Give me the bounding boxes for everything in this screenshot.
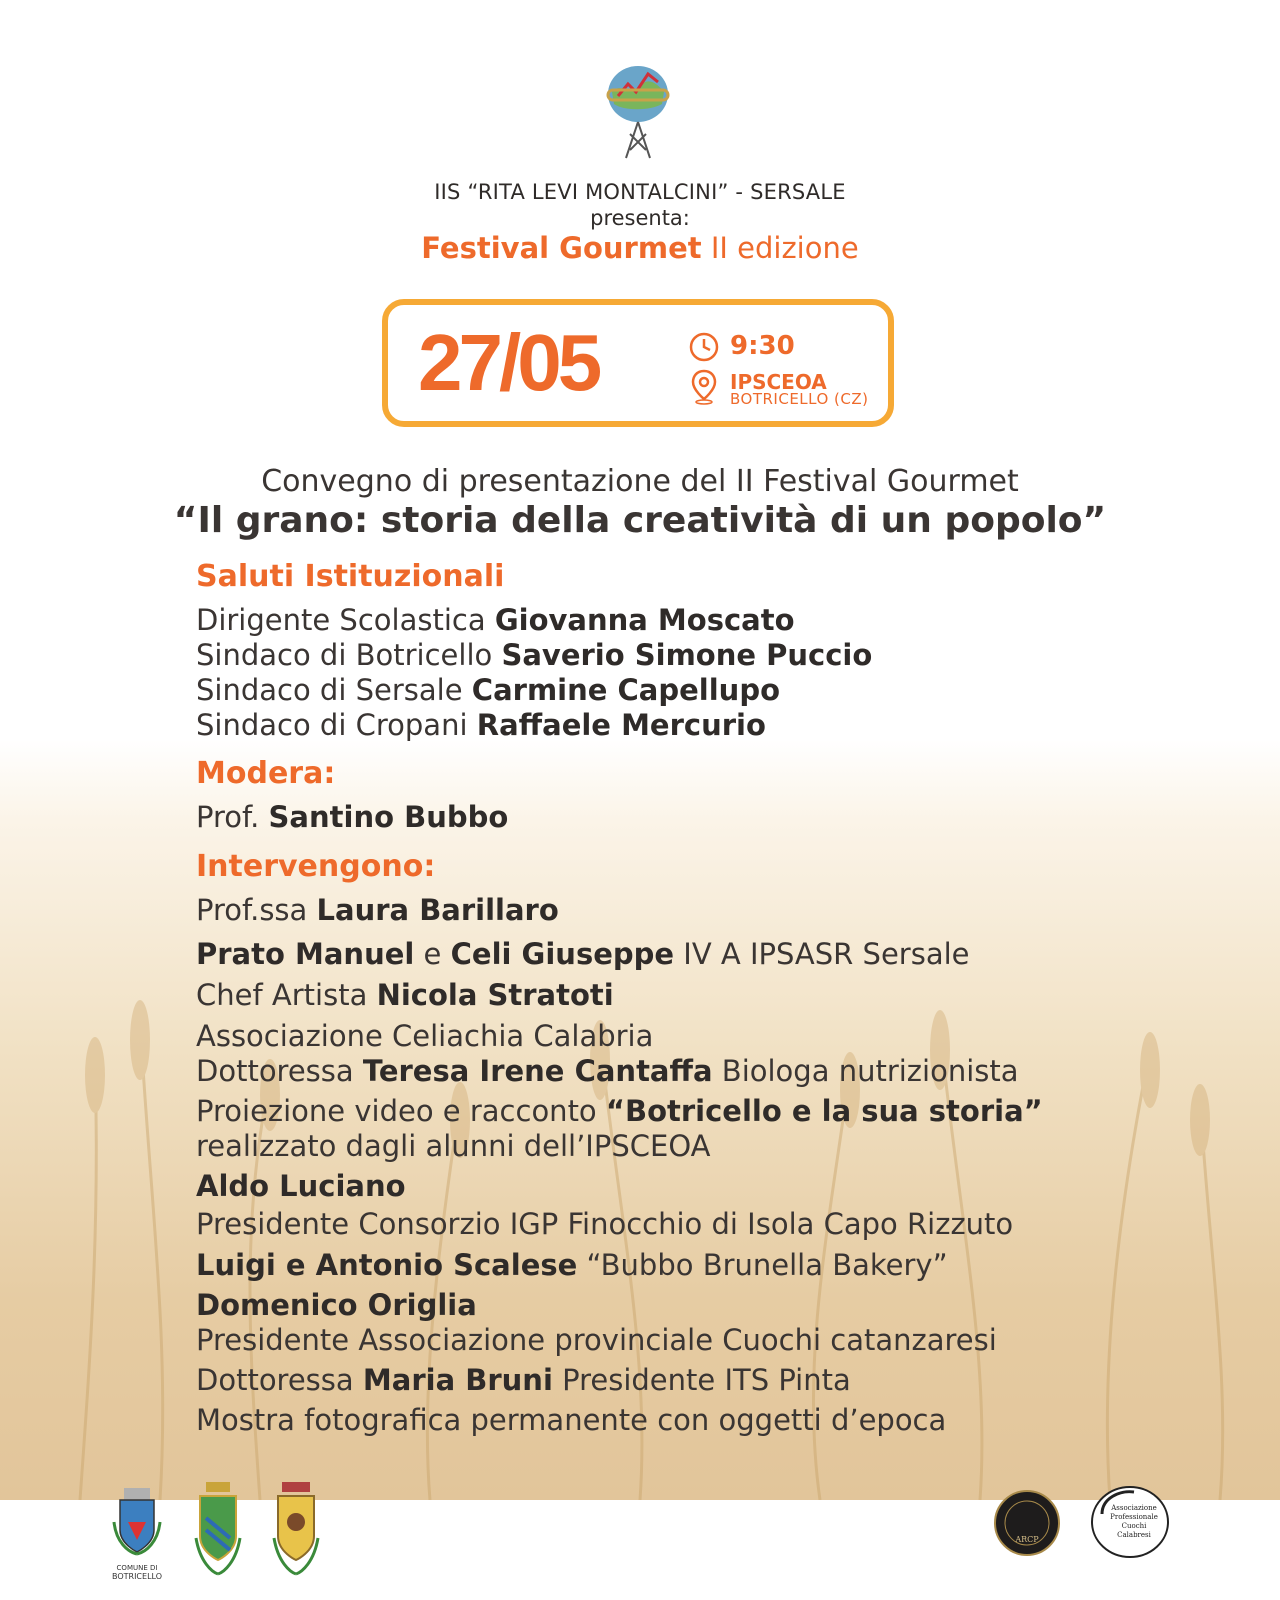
- event-time: 9:30: [730, 331, 795, 361]
- apcc-label-4: Calabresi: [1117, 1531, 1151, 1539]
- modera-title: Modera:: [196, 756, 336, 791]
- speaker-line: [196, 1363, 851, 1397]
- modera-role: Prof.: [196, 800, 269, 834]
- intervengono-title: Intervengono:: [196, 849, 436, 884]
- speaker-role: “Bubbo Brunella Bakery”: [577, 1248, 948, 1282]
- speaker-connector: e: [414, 937, 451, 971]
- apcc-badge-icon: [1090, 1484, 1170, 1560]
- saluti-line: [196, 673, 780, 707]
- convegno-title: “Il grano: storia della creatività di un popolo”: [173, 500, 1107, 541]
- speaker-line: [196, 937, 970, 971]
- apcc-label-3: Cuochi: [1121, 1522, 1147, 1530]
- speaker-line: [196, 893, 559, 927]
- speaker-name: Prato Manuel: [196, 937, 415, 971]
- apcc-label-2: Professionale: [1110, 1513, 1158, 1521]
- school-logo-globe: [596, 62, 680, 162]
- location-pin-icon: [691, 369, 717, 405]
- speaker-name: Laura Barillaro: [316, 893, 559, 927]
- comune-label-1: COMUNE DI: [116, 1564, 158, 1572]
- festival-title: [0, 231, 1280, 265]
- comune-cropani-crest-icon: [272, 1478, 320, 1582]
- program-title: “Botricello e la sua storia”: [605, 1094, 1043, 1128]
- speaker-role-line: Presidente Consorzio IGP Finocchio di Isola Capo Rizzuto: [196, 1207, 1014, 1241]
- speaker-name: Aldo Luciano: [196, 1169, 406, 1203]
- saluti-line: [196, 603, 795, 637]
- speaker-line: [196, 1248, 948, 1282]
- saluti-line: [196, 638, 872, 672]
- speaker-line: [196, 1169, 406, 1203]
- modera-line: [196, 800, 508, 834]
- speaker-line: [196, 1288, 477, 1322]
- speaker-name: Teresa Irene Cantaffa: [362, 1054, 713, 1088]
- saluti-role: Sindaco di Botricello: [196, 638, 502, 672]
- apcc-label-1: Associazione: [1111, 1504, 1157, 1512]
- speaker-name: Celi Giuseppe: [450, 937, 675, 971]
- program-line: realizzato dagli alunni dell’IPSCEOA: [196, 1129, 711, 1163]
- speaker-line: [196, 1054, 1019, 1088]
- clock-icon: [688, 331, 720, 363]
- saluti-line: [196, 708, 766, 742]
- modera-name: Santino Bubbo: [268, 800, 509, 834]
- saluti-role: Sindaco di Sersale: [196, 673, 472, 707]
- speaker-line: [196, 978, 614, 1012]
- festival-title-edition: II edizione: [701, 231, 859, 265]
- speaker-role: Dottoressa: [196, 1054, 363, 1088]
- event-city: BOTRICELLO (CZ): [730, 390, 869, 408]
- comune-botricello-crest-icon: [110, 1482, 164, 1582]
- saluti-role: Sindaco di Cropani: [196, 708, 477, 742]
- arcp-label: ARCP: [1015, 1535, 1039, 1544]
- event-info-box: [382, 299, 894, 427]
- saluti-name: Carmine Capellupo: [471, 673, 781, 707]
- event-date: 27/05: [418, 318, 599, 407]
- speaker-role: IV A IPSASR Sersale: [674, 937, 970, 971]
- speaker-name: Nicola Stratoti: [376, 978, 614, 1012]
- program-text: Proiezione video e racconto: [196, 1094, 606, 1128]
- school-name: IIS “RITA LEVI MONTALCINI” - SERSALE: [434, 180, 846, 204]
- saluti-name: Saverio Simone Puccio: [501, 638, 873, 672]
- presenta-label: presenta:: [590, 206, 690, 230]
- speaker-name: Maria Bruni: [362, 1363, 553, 1397]
- speaker-line: Associazione Celiachia Calabria: [196, 1019, 654, 1053]
- speaker-role: Dottoressa: [196, 1363, 363, 1397]
- speaker-role: Chef Artista: [196, 978, 377, 1012]
- saluti-title: Saluti Istituzionali: [196, 559, 505, 594]
- event-venue: IPSCEOA: [730, 370, 827, 394]
- festival-title-bold: Festival Gourmet: [421, 231, 702, 265]
- speaker-role-line: Presidente Associazione provinciale Cuochi catanzaresi: [196, 1323, 997, 1357]
- program-line: Mostra fotografica permanente con oggetti d’epoca: [196, 1403, 947, 1437]
- convegno-intro: Convegno di presentazione del II Festival Gourmet: [261, 464, 1019, 499]
- speaker-role: Biologa nutrizionista: [712, 1054, 1019, 1088]
- comune-label-2: BOTRICELLO: [111, 1572, 163, 1581]
- saluti-name: Raffaele Mercurio: [476, 708, 766, 742]
- speaker-role: Presidente ITS Pinta: [552, 1363, 851, 1397]
- footer-logos: [0, 1500, 1280, 1600]
- speaker-name: Domenico Origlia: [196, 1288, 477, 1322]
- program-line: [196, 1094, 1043, 1128]
- speaker-name: Luigi e Antonio Scalese: [196, 1248, 578, 1282]
- speaker-role: Prof.ssa: [196, 893, 317, 927]
- saluti-role: Dirigente Scolastica: [196, 603, 495, 637]
- saluti-name: Giovanna Moscato: [494, 603, 795, 637]
- comune-sersale-crest-icon: [194, 1478, 242, 1582]
- arcp-badge-icon: [992, 1488, 1062, 1558]
